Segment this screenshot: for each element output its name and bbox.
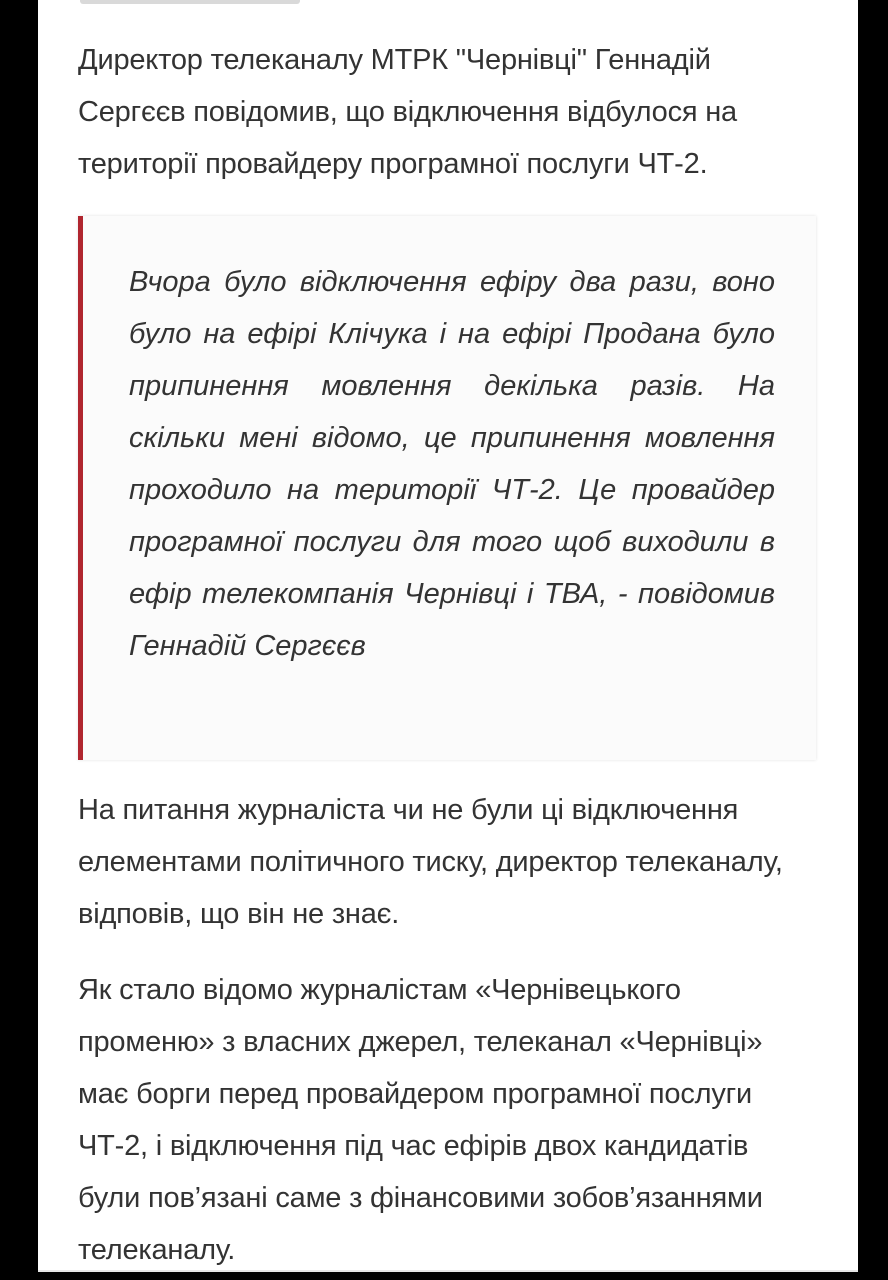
article-paragraph-2: На питання журналіста чи не були ці відключення елементами політичного тиску, директор телеканалу, відповів, що він не знає. — [78, 794, 783, 930]
blockquote-text: Вчора було відключення ефіру два рази, воно було на ефірі Клічука і на ефірі Продана було припинення мовлення декілька разів. На скільки мені відомо, це припинення мовлення проходило на території ЧТ-2. Це провайдер програмної послуги для того щоб виходили в ефір телекомпанія Чернівці і ТВА, - повідомив Геннадій Сергєєв — [129, 266, 775, 662]
page-bottom-divider — [38, 1270, 858, 1272]
previous-content-stub — [80, 0, 300, 4]
article-page — [38, 0, 858, 1272]
article-paragraph-1: Директор телеканалу МТРК "Чернівці" Геннадій Сергєєв повідомив, що відключення відбулося на території провайдеру програмної послуги ЧТ-2. — [78, 44, 737, 180]
blockquote — [78, 216, 816, 760]
article-paragraph-3: Як стало відомо журналістам «Чернівецького променю» з власних джерел, телеканал «Чернівці» має борги перед провайдером програмної послуги ЧТ-2, і відключення під час ефірів двох кандидатів були пов’язані саме з фінансовими зобов’язаннями телеканалу. — [78, 974, 763, 1266]
article-body — [78, 34, 816, 1272]
